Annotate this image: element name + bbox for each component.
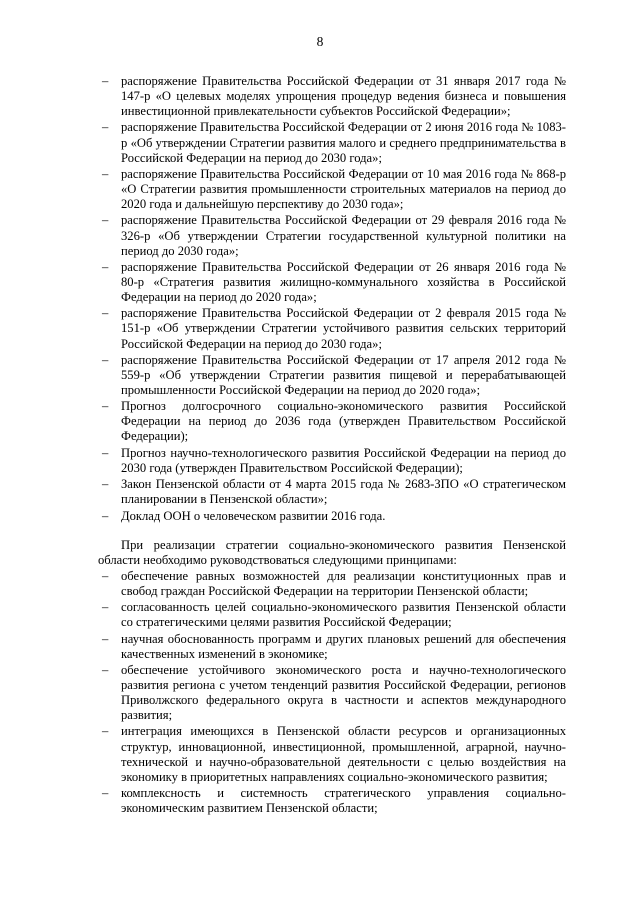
- list-bullet-dash: –: [102, 568, 109, 583]
- list-bullet-dash: –: [102, 213, 109, 228]
- legal-sources-list: [98, 74, 566, 524]
- list-bullet-dash: –: [102, 631, 109, 646]
- principle-item: [98, 786, 566, 816]
- legal-source-item-text: Закон Пензенской области от 4 марта 2015 года № 2683-ЗПО «О стратегическом планировании в Пензенской области»;: [121, 477, 566, 507]
- list-bullet-dash: –: [102, 399, 109, 414]
- principle-item-text: согласованность целей социально-экономического развития Пензенской области со стратегическими целями развития Российской Федерации;: [121, 600, 566, 630]
- list-bullet-dash: –: [102, 74, 109, 88]
- principle-item: [98, 569, 566, 599]
- legal-source-item: [98, 74, 566, 119]
- legal-source-item-text: распоряжение Правительства Российской Федерации от 26 января 2016 года № 80-р «Стратегия развития жилищно-коммунального хозяйства в Российской Федерации на период до 2020 года»;: [121, 259, 566, 305]
- principle-item-text: обеспечение равных возможностей для реализации конституционных прав и свобод граждан Российской Федерации на территории Пензенской области;: [121, 568, 566, 598]
- legal-source-item: [98, 260, 566, 305]
- legal-source-item: [98, 167, 566, 212]
- list-bullet-dash: –: [102, 662, 109, 677]
- list-bullet-dash: –: [102, 508, 109, 523]
- legal-source-item-text: распоряжение Правительства Российской Федерации от 10 мая 2016 года № 868-р «О Стратегии развития промышленности строительных материалов на период до 2020 года и дальнейшую перспективу до 2030 года»;: [121, 166, 566, 212]
- principle-item: [98, 724, 566, 784]
- page-number: 8: [316, 34, 324, 49]
- legal-source-item-text: Прогноз долгосрочного социально-экономического развития Российской Федерации на период до 2036 года (утвержден Правительством Российской Федерации);: [121, 399, 566, 444]
- legal-source-item: [98, 446, 566, 476]
- list-bullet-dash: –: [102, 352, 109, 367]
- list-bullet-dash: –: [102, 120, 109, 135]
- principle-item: [98, 600, 566, 630]
- list-bullet-dash: –: [102, 306, 109, 321]
- legal-source-item: [98, 399, 566, 444]
- list-bullet-dash: –: [102, 600, 109, 615]
- principle-item-text: научная обоснованность программ и других плановых решений для обеспечения качественных изменений в экономике;: [121, 631, 566, 661]
- principles-intro-paragraph: При реализации стратегии социально-экономического развития Пензенской области необходимо руководствоваться следующими принципами:: [98, 537, 566, 567]
- list-bullet-dash: –: [102, 786, 109, 801]
- legal-source-item: [98, 213, 566, 258]
- legal-source-item-text: Прогноз научно-технологического развития Российской Федерации на период до 2030 года (утвержден Правительством Российской Федерации);: [121, 445, 566, 475]
- legal-source-item: [98, 509, 566, 524]
- list-bullet-dash: –: [102, 445, 109, 460]
- principle-item-text: комплексность и системность стратегического управления социально-экономическим развитием Пензенской области;: [121, 786, 566, 816]
- legal-source-item-text: распоряжение Правительства Российской Федерации от 29 февраля 2016 года № 326-р «Об утверждении Стратегии государственной культурной политики на период до 2030 года»;: [121, 213, 566, 258]
- legal-source-item-text: Доклад ООН о человеческом развитии 2016 года.: [121, 508, 386, 523]
- principle-item: [98, 632, 566, 662]
- principle-item: [98, 663, 566, 723]
- list-bullet-dash: –: [102, 166, 109, 181]
- list-bullet-dash: –: [102, 259, 109, 274]
- principles-list: [98, 569, 566, 816]
- legal-source-item: [98, 477, 566, 507]
- principle-item-text: интеграция имеющихся в Пензенской области ресурсов и организационных структур, инновационной, инвестиционной, промышленной, аграрной, научно-технической и научно-образовательной деятельности с целью воздействия на экономику в приоритетных направлениях социально-экономического развития;: [121, 724, 566, 784]
- list-bullet-dash: –: [102, 477, 109, 492]
- legal-source-item: [98, 353, 566, 398]
- list-bullet-dash: –: [102, 724, 109, 739]
- page-content: [98, 74, 566, 817]
- legal-source-item-text: распоряжение Правительства Российской Федерации от 2 июня 2016 года № 1083-р «Об утверждении Стратегии развития малого и среднего предпринимательства в Российской Федерации на период до 2030 года»;: [121, 120, 566, 165]
- legal-source-item-text: распоряжение Правительства Российской Федерации от 17 апреля 2012 года № 559-р «Об утверждении Стратегии развития пищевой и перерабатывающей промышленности Российской Федерации на период до 2020 года»;: [121, 352, 566, 397]
- legal-source-item: [98, 306, 566, 351]
- legal-source-item-text: распоряжение Правительства Российской Федерации от 2 февраля 2015 года № 151-р «Об утверждении Стратегии устойчивого развития сельских территорий Российской Федерации на период до 2030 года»;: [121, 306, 566, 351]
- principle-item-text: обеспечение устойчивого экономического роста и научно-технологического развития региона с учетом тенденций развития Российской Федерации, регионов Приволжского федерального округа в частности и аспектов международного развития;: [121, 662, 566, 723]
- legal-source-item: [98, 120, 566, 165]
- legal-source-item-text: распоряжение Правительства Российской Федерации от 31 января 2017 года № 147-р «О целевых моделях упрощения процедур ведения бизнеса и повышения инвестиционной привлекательности субъектов Российской Федерации»;: [121, 74, 566, 119]
